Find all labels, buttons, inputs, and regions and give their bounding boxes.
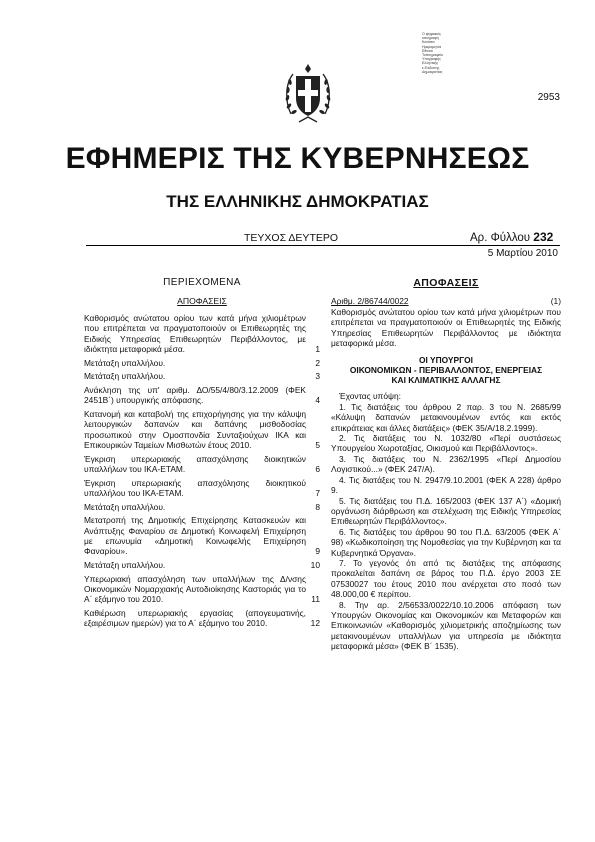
toc-item-text: Μετάταξη υπαλλήλου. <box>84 357 166 368</box>
digital-signature-stamp <box>422 32 484 74</box>
page-number: 2953 <box>537 92 560 103</box>
greek-emblem-icon <box>283 62 333 126</box>
toc-item-text: Ανάκληση της υπ' αριθμ. ΔΟ/55/4/80/3.12.2009 (ΦΕΚ 2451Β΄) υπουργικής απόφασης. <box>84 384 306 406</box>
toc-item[interactable] <box>84 608 320 629</box>
decisions-heading: ΑΠΟΦΑΣΕΙΣ <box>413 277 479 289</box>
sheet-number-value: 232 <box>533 230 554 244</box>
toc-item-page: 11 <box>311 594 320 605</box>
stamp-line: Δημοκρατίας <box>422 69 443 74</box>
stamp-line: Τυπογραφείο <box>422 53 443 58</box>
ministry-line: ΟΙ ΥΠΟΥΡΓΟΙ <box>419 355 473 366</box>
decision-reference <box>331 296 561 306</box>
decision-summary: Καθορισμός ανώτατου ορίου των κατά μήνα χιλιομέτρων που επιτρέπεται να πραγματοποιούν οι Επιθεωρητές της Ειδικής Υπηρεσίας Επιθεωρητών Περιβάλλοντος με ιδιόκτητα μεταφορικά μέσα. <box>331 306 561 349</box>
decisions-column <box>331 278 561 652</box>
stamp-line: Ημερομηνία <box>422 44 442 49</box>
gazette-title: ΕΦΗΜΕΡΙΣ ΤΗΣ ΚΥΒΕΡΝΗΣΕΩΣ <box>65 142 530 175</box>
sheet-number <box>470 230 553 244</box>
toc-item-page: 3 <box>315 371 320 382</box>
stamp-line: Ελληνικής <box>422 61 439 66</box>
consideration-paragraph: 3. Τις διατάξεις του Ν. 2362/1995 «Περί Δημοσίου Λογιστικού...» (ΦΕΚ 247/Α). <box>331 453 561 475</box>
gazette-subtitle: ΤΗΣ ΕΛΛΗΝΙΚΗΣ ΔΗΜΟΚΡΑΤΙΑΣ <box>166 192 429 211</box>
toc-item-text: Υπερωριακή απασχόληση των υπαλλήλων της Δ/νσης Οικονομικών Νομαρχιακής Αυτοδιοίκησης Καστοριάς για το Α΄ εξάμηνο του 2010. <box>84 573 306 605</box>
toc-item-text: Μετατροπή της Δημοτικής Επιχείρησης Κατασκευών και Ανάπτυξης Φαναρίου σε Δημοτική Κοινωφελή Επιχείρηση με επωνυμία «Δημοτική Κοινωφελής Επιχείρηση Φαναρίου». <box>84 515 306 557</box>
ministry-line: ΟΙΚΟΝΟΜΙΚΩΝ - ΠΕΡΙΒΑΛΛΟΝΤΟΣ, ΕΝΕΡΓΕΙΑΣ <box>349 365 543 376</box>
toc-item-text: Κατανομή και καταβολή της επιχορήγησης για την κάλυψη λειτουργικών δαπανών και δαπάνης μισθοδοσίας προσωπικού στην Ομοσπονδία Συνταξιούχων ΙΚΑ και Επικουρικών Ταμείων Μισθωτών έτους 2010. <box>84 408 306 451</box>
toc-item-page: 7 <box>315 488 320 499</box>
toc-item-page: 12 <box>310 618 320 629</box>
ministry-line: ΚΑΙ ΚΛΙΜΑΤΙΚΗΣ ΑΛΛΑΓΗΣ <box>391 375 501 386</box>
toc-item-page: 9 <box>315 546 320 557</box>
toc-item[interactable] <box>84 502 320 512</box>
decision-ref-index: (1) <box>550 296 561 307</box>
toc-item[interactable] <box>84 560 320 570</box>
toc-item-text: Μετάταξη υπαλλήλου. <box>84 371 166 382</box>
toc-item-page: 4 <box>315 395 320 406</box>
consideration-paragraph: 2. Τις διατάξεις του Ν. 1032/80 «Περί συστάσεως Υπουργείου Χωροταξίας, Οικισμού και Περιβάλλοντος». <box>331 433 561 454</box>
consideration-paragraph: 1. Τις διατάξεις του άρθρου 2 παρ. 3 του Ν. 2685/99 «Κάλυψη δαπανών μετακινουμένων εντός και εκτός επικράτειας και άλλες διατάξεις» (ΦΕΚ 35/Α/18.2.1999). <box>331 401 561 433</box>
consideration-paragraph: 6. Τις διατάξεις του άρθρου 90 του Π.Δ. 63/2005 (ΦΕΚ Α΄ 98) «Κωδικοποίηση της Νομοθεσίας για την Κυβέρνηση και τα Κυβερνητικά Όργανα». <box>331 526 561 558</box>
contents-subheading: ΑΠΟΦΑΣΕΙΣ <box>177 296 227 307</box>
issue-date: 5 Μαρτίου 2010 <box>487 248 558 259</box>
toc-item-page: 1 <box>315 344 320 355</box>
consideration-paragraph: 8. Την αρ. 2/56533/0022/10.10.2006 απόφαση των Υπουργών Οικονομίας και Οικονομικών και Μεταφορών και Επικοινωνιών «Καθορισμός χιλιομετρικής αποζημίωσης των μετακινουμένων υπαλλήλων για υπηρεσία με ιδιόκτητα μεταφορικά μέσα» (ΦΕΚ Β΄ 1535). <box>331 599 561 652</box>
decision-ref-number: Αριθμ. 2/86744/0022 <box>331 296 409 307</box>
toc-item-text: Μετάταξη υπαλλήλου. <box>84 501 166 512</box>
toc-item[interactable] <box>84 358 320 368</box>
toc-item[interactable] <box>84 515 320 557</box>
header-divider <box>86 245 560 246</box>
considerations-intro: Έχοντας υπόψη: <box>339 391 401 402</box>
toc-item-text: Έγκριση υπερωριακής απασχόλησης διοικητικών υπαλλήλων του ΙΚΑ-ΕΤΑΜ. <box>84 453 306 475</box>
stamp-line: Υπογραφής <box>422 57 441 62</box>
stamp-line: Εθνικό <box>422 48 433 53</box>
toc-item[interactable] <box>84 313 320 355</box>
toc-item[interactable] <box>84 454 320 475</box>
stamp-line: υπογραφή <box>422 36 439 41</box>
toc-item[interactable] <box>84 385 320 406</box>
toc-item-text: Μετάταξη υπαλλήλου. <box>84 560 166 571</box>
stamp-line: ε-Έκδοσης <box>422 65 440 70</box>
stamp-line: Κατόπιν <box>422 40 435 45</box>
toc-item[interactable] <box>84 478 320 499</box>
toc-item[interactable] <box>84 574 320 605</box>
stamp-line: Ο ψηφιακός <box>422 32 442 36</box>
toc-item-text: Έγκριση υπερωριακής απασχόλησης διοικητικού υπαλλήλου του ΙΚΑ-ΕΤΑΜ. <box>84 477 306 499</box>
toc-item-text: Καθιέρωση υπερωριακής εργασίας (απογευματινής, εξαιρέσιμων ημερών) για το Α΄ εξάμηνο του 2010. <box>84 608 306 629</box>
toc-item-page: 8 <box>315 501 320 512</box>
consideration-paragraph: 5. Τις διατάξεις του Π.Δ. 165/2003 (ΦΕΚ 137 Α΄) «Δομική οργάνωση διάρθρωση και στελέχωση της Ειδικής Υπηρεσίας Επιθεωρητών Περιβάλλοντος». <box>331 495 561 527</box>
toc-item[interactable] <box>84 409 320 451</box>
toc-item-page: 5 <box>315 440 320 451</box>
toc-item-text: Καθορισμός ανώτατου ορίου των κατά μήνα χιλιομέτρων που επιτρέπεται να πραγματοποιούν οι Επιθεωρητές της Ειδικής Υπηρεσίας Επιθεωρητών Περιβάλλοντος, με ιδιόκτητα μεταφορικά μέσα. <box>84 312 306 355</box>
contents-column <box>84 278 320 632</box>
ministry-heading <box>331 355 561 385</box>
contents-heading: ΠΕΡΙΕΧΟΜΕΝΑ <box>163 277 241 288</box>
consideration-paragraph: 7. Το γεγονός ότι από τις διατάξεις της απόφασης προκαλείται δαπάνη σε βάρος του Π.Δ. έργο 2003 ΣΕ 07530027 του έτους 2010 που ανέρχεται στο ποσό των 48.000,00 € περίπου. <box>331 557 561 600</box>
toc-item-page: 10 <box>310 560 320 571</box>
issue-label: ΤΕΥΧΟΣ ΔΕΥΤΕΡΟ <box>244 232 339 244</box>
toc-item-page: 6 <box>315 464 320 475</box>
toc-item[interactable] <box>84 371 320 381</box>
consideration-paragraph: 4. Τις διατάξεις του Ν. 2947/9.10.2001 (ΦΕΚ Α 228) άρθρο 9. <box>331 474 561 496</box>
sheet-prefix: Αρ. Φύλλου <box>470 232 531 244</box>
toc-item-page: 2 <box>315 357 320 368</box>
